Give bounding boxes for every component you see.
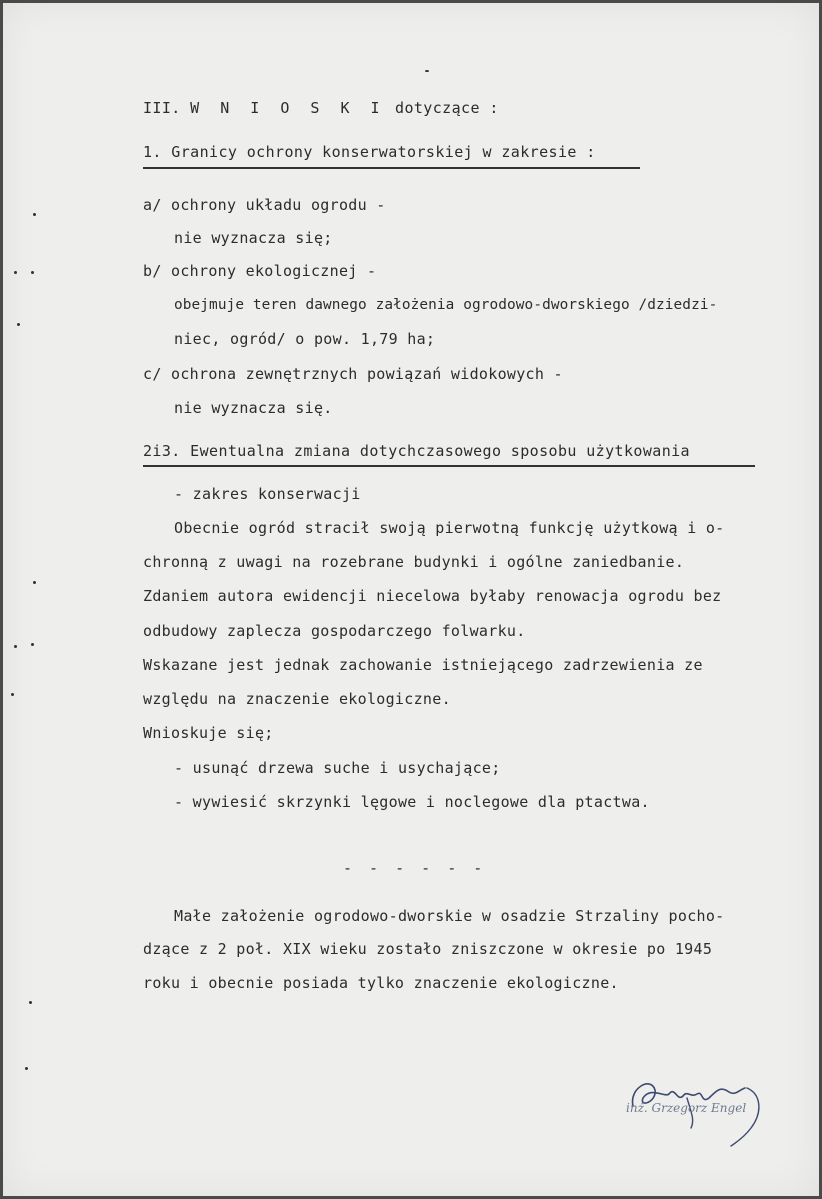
- closing-line: Małe założenie ogrodowo-dworskie w osadzie Strzaliny pocho-: [174, 907, 725, 925]
- heading-rest: dotyczące :: [395, 99, 499, 117]
- section1-item: niec, ogród/ o pow. 1,79 ha;: [174, 330, 436, 348]
- paragraph-line: - wywiesić skrzynki lęgowe i noclegowe dla ptactwa.: [174, 793, 650, 811]
- margin-speck: [25, 1067, 28, 1070]
- section1-title: 1. Granicy ochrony konserwatorskiej w zakresie :: [143, 143, 596, 161]
- separator-dashes: - - - - - -: [343, 859, 487, 877]
- margin-speck: [33, 213, 36, 216]
- closing-line: dzące z 2 poł. XIX wieku zostało zniszczone w okresie po 1945: [143, 940, 713, 958]
- section1-item: obejmuje teren dawnego założenia ogrodowo-dworskiego /dziedzi-: [174, 297, 718, 313]
- paragraph-line: odbudowy zaplecza gospodarczego folwarku.: [143, 622, 526, 640]
- paragraph-line: - usunąć drzewa suche i usychające;: [174, 759, 501, 777]
- closing-line: roku i obecnie posiada tylko znaczenie ekologiczne.: [143, 974, 619, 992]
- paragraph-line: chronną z uwagi na rozebrane budynki i ogólne zaniedbanie.: [143, 553, 685, 571]
- section1-item: a/ ochrony układu ogrodu -: [143, 196, 386, 214]
- section1-item: nie wyznacza się.: [174, 399, 333, 417]
- heading-word: W N I O S K I: [190, 99, 386, 117]
- margin-speck: [14, 271, 17, 274]
- margin-speck: [31, 271, 34, 274]
- document-page: [3, 3, 819, 1196]
- section1-item: b/ ochrony ekologicznej -: [143, 262, 377, 280]
- margin-speck: [17, 323, 20, 326]
- section1-underline: [143, 167, 640, 169]
- section1-item: nie wyznacza się;: [174, 229, 333, 247]
- margin-speck: [14, 645, 17, 648]
- paragraph-line: Wnioskuje się;: [143, 724, 274, 742]
- section2-title: 2i3. Ewentualna zmiana dotychczasowego sposobu użytkowania: [143, 442, 690, 460]
- conclusions-heading: [143, 99, 499, 117]
- margin-speck: [31, 643, 34, 646]
- margin-speck: [29, 1001, 32, 1004]
- section1-item: c/ ochrona zewnętrznych powiązań widokowych -: [143, 365, 563, 383]
- section2-subtitle: - zakres konserwacji: [174, 485, 361, 503]
- name-stamp: inż. Grzegorz Engel: [626, 1101, 747, 1115]
- paragraph-line: Obecnie ogród stracił swoją pierwotną funkcję użytkową i o-: [174, 519, 725, 537]
- paragraph-line: względu na znaczenie ekologiczne.: [143, 690, 451, 708]
- heading-numeral: III.: [143, 99, 181, 117]
- margin-speck: [33, 581, 36, 584]
- margin-speck: [11, 693, 14, 696]
- paragraph-line: Wskazane jest jednak zachowanie istniejącego zadrzewienia ze: [143, 656, 703, 674]
- section2-underline: [143, 465, 755, 467]
- top-speck: [425, 70, 429, 72]
- paragraph-line: Zdaniem autora ewidencji niecelowa byłaby renowacja ogrodu bez: [143, 587, 722, 605]
